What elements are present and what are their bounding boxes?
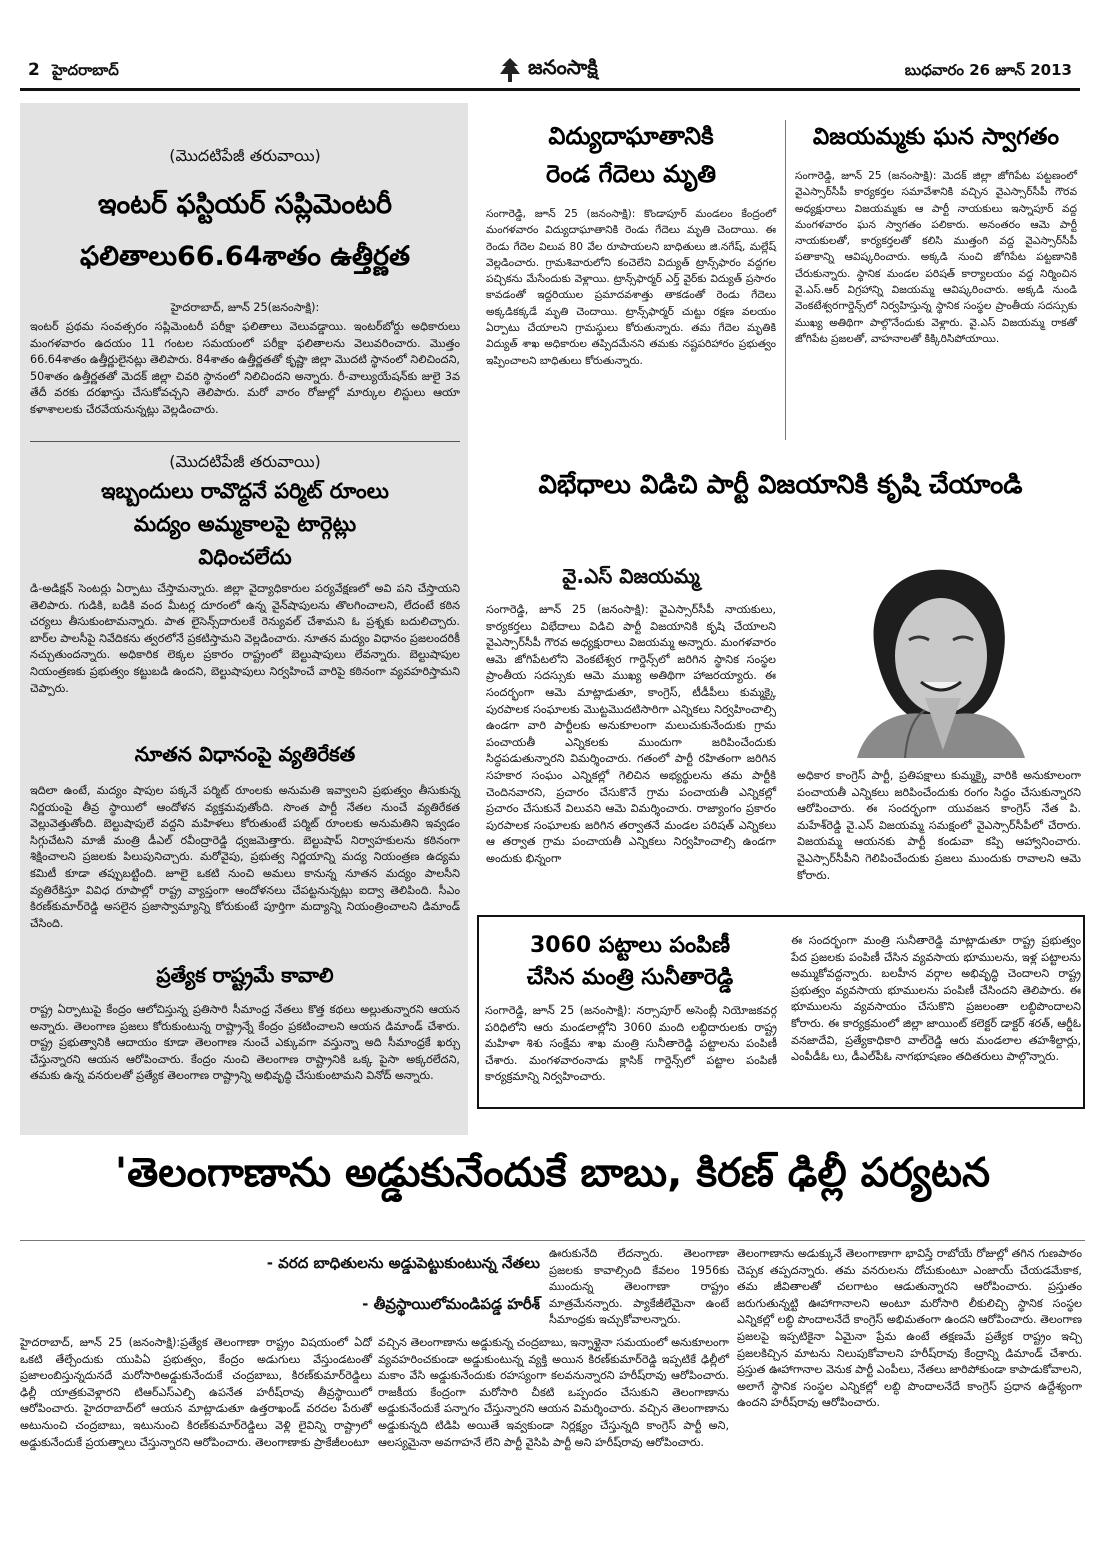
bottom-column-1: హైదరాబాద్, జూన్ 25 (జనంసాక్షి):ప్రత్యేక తెలంగాణా రాష్ట్రం విషయంలో ఏదో ఒకటి తేల్చేందుకు యుపిఏ ప్రభుత్వం, కేంద్రం అడుగులు వేస్తుండటంతో ప్రజాలంబిస్తున్నదునదే మరోసారిఅడ్డుకునేందుకే చంద్రబాబు, కిరణ్‌కుమార్‌రెడ్డిలు ఢిల్లీ యాత్రకువెళ్లారని టిఆర్‌ఎస్‌ఎల్పి ఉపనేత హరీష్‌రావు తీవ్రస్థాయిలో ఆరోపించారు. హైదరాబాద్‌లో ఆయన మాట్లాడుతూ ఉత్తరాఖండ్ వరదల పేరుతో అటునుంచి చంద్రబాబు, ఇటునుంచి కిరణ్‌కుమార్‌రెడ్డిలు వెళ్లి లైవిన్ని రాష్ట్రాలో అడ్డుకునేందుకే ప్రయత్నాలు చేస్తున్నారని ఆరోపించారు. తెలంగాణాకు ప్రాకేజీలంటూ (20, 1336, 372, 1449)
bottom-headline: 'తెలంగాణాను అడ్డుకునేందుకే బాబు, కిరణ్ ఢిల్లీ పర్యటన (114, 1150, 991, 1196)
permit-headline-2: మద్యం అమ్మకాలపై టార్గెట్లు (133, 512, 357, 536)
unity-headline: విభేధాలు విడిచి పార్టీ విజయానికి కృషి చేయాండి (538, 470, 1023, 500)
pattas-body-1: సంగారెడ్డి, జూన్ 25 (జనంసాక్షి): నర్సాపూర్ అసెంబ్లీ నియోజకవర్గ పరిధిలోని ఆరు మండలాల్లోని 3060 మంది లబ్ధిదారులకు రాష్ట్ర మహిళా శిశు సంక్షేమ శాఖ మంత్రి సునీతారెడ్డి పట్టాలను పంపిణీ చేశారు. మంగళవారంనాడు క్లాసిక్ గార్డెన్స్‌లో పట్టాల పంపిణీ కార్యక్రమాన్ని నిర్వహించారు. (485, 1004, 777, 1084)
inter-headline-1: ఇంటర్ ఫస్టియర్ సప్లిమెంటరీ (97, 189, 393, 220)
pattas-headline-2: చేసిన మంత్రి సునీతారెడ్డి (526, 965, 734, 990)
bottom-subhead-1: - వరద బాధితులను అడ్డుపెట్టుకుంటున్న నేతలు (266, 1254, 540, 1272)
logo-emblem-icon (498, 56, 522, 84)
issue-date: బుధవారం 26 జూన్ 2013 (904, 61, 1072, 79)
pattas-box (477, 915, 1085, 1109)
masthead (20, 55, 1080, 85)
unity-body-2: అధికార కాంగ్రెస్ పార్టీ, ప్రతిపక్షాలు కుమ్మక్కై వారికి అనుకూలంగా పంచాయతీ ఎన్నికలు జరిపించేందుకు రంగం సిద్ధం చేసుకున్నారని ఆరోపించారు. ఈ సందర్భంగా యువజన కాంగ్రెస్ నేత పి. మహేశ్‌రెడ్డి వై.ఎస్ విజయమ్మ సమక్షంలో వైఎస్సార్‌సీపీలో చేరారు. విజయమ్మ ఆయనకు పార్టీ కండువా కప్పి ఆహ్వానించారు. వైఎస్సార్‌సీపీని గెలిపించేందుకు ప్రజలు ముందుకు రావాలని ఆమె కోరారు. (797, 769, 1081, 882)
permit-headline-3: విధించలేదు (198, 545, 292, 569)
separate-state-headline: ప్రత్యేక రాష్ట్రమే కావాలి (156, 963, 334, 987)
buffalo-headline-2: రెండ గేదెలు మృతి (546, 160, 716, 188)
column-divider (785, 120, 786, 440)
paper-name: జనంసాక్షి (528, 55, 598, 79)
inter-dateline: హైదరాబాద్, జూన్ 25(జనంసాక్షి): (170, 301, 320, 314)
permit-article (30, 452, 460, 697)
buffalo-headline-1: విద్యుదాఘాతానికి (548, 122, 714, 150)
separate-state-article (30, 963, 460, 1085)
section-divider (20, 1240, 1085, 1241)
continued-note: (మొదటిపేజీ తరువాయి) (169, 146, 321, 165)
welcome-article (795, 124, 1077, 347)
permit-body: డి-అడిక్షన్ సెంటర్లు ఏర్పాటు చేస్తామన్నారు. జిల్లా వైద్యాధికారుల పర్యవేక్షణలో అవి పని చేస్తాయని తెలిపారు. గుడికి, బడికి వంద మీటర్ల దూరంలో ఉన్న వైన్‌షాపులను తొలగించాలని, లేదంటే కఠిన చర్యలు తీసుకుంటామన్నారు. పాత లైసెన్స్‌దారులకే రెన్యువల్ చేశామని ఓ ప్రశ్నకు బదులిచ్చారు. బార్‌ల పాలసీపై నివేదికను త్వరలోనే ప్రకటిస్తామని వెల్లడించారు. నూతన మద్యం విధానం ప్రజలందరికీ నచ్చుతుందన్నారు. అధికారిక లెక్కల ప్రకారం రాష్ట్రంలో బెల్టుషాపులు లేవన్నారు. బెల్టుషాపుల నియంత్రణకు ప్రభుత్వం కట్టుబడి ఉందని, బెల్టుషాపులు నిర్వహించే వారిపై కఠినంగా వ్యవహరిస్తామని చెప్పారు. (30, 582, 460, 695)
permit-headline-1: ఇబ్బందులు రావొద్దనే పర్మిట్ రూంలు (101, 479, 389, 503)
opposition-body: ఇదిలా ఉంటే, మద్యం షాపుల పక్కనే పర్మిట్ రూంలకు అనుమతి ఇవ్వాలని ప్రభుత్వం తీసుకున్న నిర్ణయంపై తీవ్ర స్థాయిలో ఆందోళన వ్యక్తమవుతోంది. సొంత పార్టీ నేతల నుంచే వ్యతిరేకత వెల్లువెత్తుతోంది. బెల్టుషాపులే వద్దని మహిళలు కోరుతుంటే పర్మిట్ రూంలకు అనుమతిని ఇవ్వడం సిగ్గుచేటని మాజీ మంత్రి డీఎల్ రవీంద్రారెడ్డి ధ్వజమెత్తారు. బెల్టుషాప్ నిర్వాహకులను కఠినంగా శిక్షించాలని ప్రజలకు పిలుపునిచ్చారు. మరోవైపు, ప్రభుత్వ నిర్ణయాన్ని మద్య నియంత్రణ ఉద్యమ కమిటీ కూడా తప్పుబట్టింది. జూలై ఒకటి నుంచి అమలు కానున్న నూతన మద్యం పాలసీని వ్యతిరేకిస్తూ వివిధ రూపాల్లో రాష్ట్ర వ్యాప్తంగా ఆందోళనలు చేపట్టనున్నట్లు ఐద్వా తెలిపింది. సీఎం కిరణ్‌కుమార్‌రెడ్డి అసలైన ప్రజాస్వామ్యాన్ని కోరుకుంటే పూర్తిగా మద్యాన్ని నియంత్రించాలని డిమాండ్ చేసింది. (30, 784, 460, 930)
opposition-article (30, 742, 460, 932)
welcome-body: సంగారెడ్డి, జూన్ 25 (జనంసాక్షి): మెదక్ జిల్లా జోగిపేట పట్టణంలో వైఎస్సార్‌సీపీ కార్యకర్తల సమావేశానికి వచ్చిన వైఎస్సార్‌సీపీ గౌరవ అధ్యక్షురాలు విజయమ్మకు ఆ పార్టీ నాయకులు ఇస్నాపూర్ వద్ద మంగళవారం ఘన స్వాగతం పలికారు. అనంతరం ఆమె పార్టీ నాయకులతో, కార్యకర్తలతో కలిసి ముత్తంగి వద్ద వైఎస్సార్‌సీపీ పతాకాన్ని ఆవిష్కరించారు. అక్కడి నుంచి జోగిపేట పట్టణానికి చేరుకున్నారు. స్థానిక మండల పరిషత్ కార్యాలయం వద్ద నిర్మించిన వై.ఎస్.ఆర్ విగ్రహాన్ని విజయమ్మ ఆవిష్కరించారు. అక్కడి నుండి వెంకటేశ్వరగార్డెన్స్‌లో నిర్వహిస్తున్న స్థానిక సంస్థల ప్రాంతీయ సదస్సుకు ముఖ్య అతిథిగా పాల్గొనేందుకు వెళ్లారు. వై.ఎస్ విజయమ్మ రాకతో జోగిపేట ప్రజలతో, వాహనాలతో కిక్కిరిసిపోయాయి. (795, 170, 1077, 345)
separate-state-body: రాష్ట్ర ఏర్పాటుపై కేంద్రం ఆలోచిస్తున్న ప్రతిసారి సీమాంధ్ర నేతలు కొత్త కథలు అల్లుతున్నారని ఆయన అన్నారు. తెలంగాణ ప్రజలు కోరుకుంటున్న రాష్ట్రాన్నే కేంద్రం ప్రకటించాలని ఆయన డిమాండ్ చేశారు. రాష్ట్ర ప్రభుత్వానికి ఆదాయం కూడా తెలంగాణ నుంచే ఎక్కువగా వస్తున్నా అది సీమాంధ్రకే ఖర్చు చేస్తున్నారని ఆయన ఆరోపించారు. కేంద్రం నుంచి తెలంగాణ రాష్ట్రానికి ఒక్క పైసా అక్కరలేదని, తమకు ఉన్న వనరులతో ప్రత్యేక తెలంగాణ రాష్ట్రాన్ని అభివృద్ధి చేసుకుంటామని వినోద్ అన్నారు. (30, 1003, 460, 1083)
page-number: 2 (28, 60, 40, 80)
vijayamma-photo (797, 558, 1083, 758)
pattas-headline-1: 3060 పట్టాలు పంపిణీ (529, 933, 731, 958)
unity-body-1: సంగారెడ్డి, జూన్ 25 (జనంసాక్షి): వైఎస్సార్‌సీపీ నాయకులు, కార్యకర్తలు విభేదాలు విడిచి పార్టీ విజయానికి కృషి చేయాలని వైఎస్సార్‌సీపీ గౌరవ అధ్యక్షురాలు విజయమ్మ అన్నారు. మంగళవారం ఆమె జోగిపేటలోని వెంకటేశ్వర గార్డెన్స్‌లో జరిగిన స్థానిక సంస్థల ప్రాంతీయ సదస్సుకు ఆమె ముఖ్య అతిథిగా హాజరయ్యారు. ఈ సందర్భంగా ఆమె మాట్లాడుతూ, కాంగ్రెస్, టీడీపీలు కుమ్మక్కై పురపాలక సంఘాలకు మొట్టమొదటిసారిగా ఎన్నికలు నిర్వహించాల్సి ఉండగా వారి పార్టీలకు అనుకూలంగా మలుచుకునేందుకు గ్రామ పంచాయతీ ఎన్నికలకు ముందుగా జరిపించేందుకు సిద్ధపడుతున్నారని విమర్శించారు. గతంలో పార్టీ రహితంగా జరిగిన సహకార సంఘం ఎన్నికల్లో గెలిచిన అభ్యర్థులను తమ పార్టీకి చెందినవారని, ప్రచారం చేసుకొనే గ్రామ పంచాయతీ ఎన్నికల్లో ప్రచారం చేసుకునే విలువని ఆమె విమర్శించారు. రాజ్యాంగం ప్రకారం పురపాలక సంఘాలకు జరిగిన తర్వాతనే మండల పరిషత్ ఎన్నికలు ఆ తర్వాత గ్రామ పంచాయతీ ఎన్నికలు నిర్వహించాల్సి ఉండగా అందుకు భిన్నంగా (486, 603, 776, 865)
inter-headline-2: ఫలితాలు66.64శాతం ఉత్తీర్ణత (80, 241, 410, 272)
welcome-headline: విజయమ్మకు ఘన స్వాగతం (812, 124, 1060, 150)
buffalo-body: సంగారెడ్డి, జూన్ 25 (జనంసాక్షి): కొండాపూర్ మండలం కేంద్రంలో మంగళవారం విద్యుదాఘాతానికి రెండు గేదెలు మృతి చెందాయి. ఈ రెండు గేదెల విలువ 80 వేల రూపాయలని బాధితులు జి.నగేష్, మల్లేష్ వెల్లడించారు. గ్రామశివారులోని కంచెలేని విద్యుత్ ట్రాన్స్‌ఫారం వద్దగల పచ్చికను మేసేందుకు వెళ్లాయి. ట్రాన్స్‌ఫార్మర్ ఎర్త్ వైర్‌కు విద్యుత్ ప్రసారం కావడంతో ఇద్దరియుల ప్రమాదవశాత్తు తాకడంతో రెండు గేదెలు అక్కడికక్కడే మృతి చెందాయి. ట్రాన్స్‌ఫార్మర్ చుట్టు రక్షణ వలయం ఏర్పాటు చేయాలని గ్రామస్థులు కోరుతున్నారు. తమ గేదెల మృతికి విద్యుత్ శాఖ అధికారుల తప్పిదమేనని తమకు నష్టపరిహారం ప్రభుత్వం ఇప్పించాలని బాధితులు కోరుతున్నారు. (486, 208, 776, 367)
paper-logo (498, 55, 598, 84)
opposition-headline: నూతన విధానంపై వ్యతిరేకత (134, 742, 356, 766)
inter-article (30, 146, 460, 419)
masthead-rule (20, 88, 1080, 91)
inter-body: ఇంటర్ ప్రథమ సంవత్సరం సప్లిమెంటరీ పరీక్షా ఫలితాలు వెలువడ్డాయి. ఇంటర్‌బోర్డు అధికారులు మంగళవారం ఉదయం 11 గంటల సమయంలో పరీక్షా ఫలితాలను వెలువరించారు. మొత్తం 66.64శాతం ఉత్తీర్ణులైనట్లు తెలిపారు. 84శాతం ఉత్తీర్ణతతో కృష్ణా జిల్లా మొదటి స్థానంలో నిలిచిందని, 50శాతం ఉత్తీర్ణతతో మెదక్ జిల్లా చివరి స్థానంలో నిలిచిందని అన్నారు. రీ-వాల్యుయేషన్‌కు జులై 3వ తేదీ వరకు దరఖాస్తు చేసుకోవచ్చని తెలిపారు. మరో వారం రోజుల్లో మార్కుల లిస్టులు ఆయా కళాశాలలకు చేరవేయనున్నట్లు వెల్లడించారు. (30, 320, 460, 416)
page-city: హైదరాబాద్ (52, 61, 119, 79)
section-divider (30, 441, 460, 442)
bottom-subhead-2: - తీవ్రస్థాయిలోమండిపడ్డ హరీశ్ (362, 1295, 540, 1313)
buffalo-article (486, 122, 776, 369)
continued-note: (మొదటిపేజీ తరువాయి) (169, 452, 321, 471)
unity-byline: వై.ఎస్ విజయమ్మ (562, 564, 700, 588)
bottom-column-2b: వచ్చిన తెలంగాణాను అడ్డుకున్న చంద్రబాబు, ఇన్నాళ్లైనా సమయంలో అనుకూలంగా వ్యవహరించకుండా అడ్డుకుంటున్న వ్యక్తి అయిన కిరణ్‌కుమార్‌రెడ్డి ఇప్పటికే ఢిల్లీలో మకాం వేసి అడ్డుకునేందుకు రహస్యంగా కలవనున్నారని హరీష్‌రావు ఆరోపించారు. రాజకీయ కేంద్రంగా మరోసారి చీకటి ఒప్పందం చేసుకుని తెలంగాణాను అడ్డుకునేందుకే పన్నాగం చేస్తున్నారని ఆయన విమర్శించారు. వచ్చిన తెలంగాణాను అడ్డుకున్నది టిడిపి అయితే ఇవ్వకుండా నిర్లక్ష్యం చేస్తున్నది కాంగ్రెస్ పార్టీ అని, ఆలస్యమైనా అవగాహనే లేని పార్టీ వైసిపి పార్టీ అని హరీష్‌రావు ఆరోపించారు. (378, 1336, 729, 1449)
bottom-column-2a: ఊరుకునేది లేదన్నారు. తెలంగాణా ప్రజలకు కావాల్సింది కేవలం 1956కు ముందున్న తెలంగాణా రాష్ట్రం మాత్రమేనన్నారు. ప్యాకేజీలేమైనా ఉంటే సీమాంధ్రకు ఇచ్చుకోవాలన్నారు. (549, 1247, 729, 1327)
pattas-body-2: ఈ సందర్భంగా మంత్రి సునీతారెడ్డి మాట్లాడుతూ రాష్ట్ర ప్రభుత్వం పేద ప్రజలకు పంపిణీ చేసిన వ్యవసాయ భూములను, ఇళ్ల పట్టాలను అమ్ముకోవద్దన్నారు. బలహీన వర్గాల అభివృద్ధి చెందాలని రాష్ట్ర ప్రభుత్వం వ్యవసాయ భూములను పంపిణీ చేసిందని తెలిపారు. ఈ భూములను వ్యవసాయం చేసుకొని ప్రజలంతా లబ్ధిపొందాలని కోరారు. ఈ కార్యక్రమంలో జిల్లా జాయింట్ కలెక్టర్ డాక్టర్ శరత్, ఆర్డీఓ వనజాదేవి, ప్రత్యేకాధికారి వాల్‌రెడ్డి ఆరు మండలాల తహశీల్దార్లు, ఎంపీడీఓ లు, డీఎల్‌పీఓ నాగభూషణం తదితరులు పాల్గొన్నారు. (791, 934, 1081, 1064)
bottom-column-3: తెలంగాణాను అడుక్కునే తెలంగాణాగా భావిస్తే రాబోయే రోజుల్లో తగిన గుణపాఠం చెప్పక తప్పదన్నారు. తమ వనరులను దోచుకుంటూ ఎంజాయ్ చేయడమేకాక, తమ జీవితాలతో చలగాటం ఆడుతున్నారని ఆరోపించారు. ప్రస్తుతం జరుగుతున్నట్టి ఊహాగానాలని అంటూ మరోసారి లీకులిచ్చి స్థానిక సంస్థల ఎన్నికల్లో లబ్ధి పొందాలనేదే కాంగ్రెస్ అభిమతంగా ఉందని ఆరోపించారు. తెలంగాణ ప్రజలపై ఇప్పటికైనా ఏమైనా ప్రేమ ఉంటే తక్షణమే ప్రత్యేక రాష్ట్రం ఇచ్చి ప్రజలకిచ్చిన మాటను నిలుపుకోవాలని హరీష్‌రావు కేంద్రాన్ని డిమాండ్ చేశారు. ప్రస్తుత ఊహాగానాల వెనుక పార్టీ ఎంపీలు, నేతలు జారిపోకుండా కాపాడుకోవాలని, అలాగే స్థానిక సంస్థల ఎన్నికల్లో లబ్ధి పొందాలనేదే కాంగ్రెస్ ప్రధాన ఉద్దేశ్యంగా ఉందని హరీష్‌రావు ఆరోపించారు. (737, 1247, 1082, 1410)
portrait-icon (797, 558, 1083, 758)
